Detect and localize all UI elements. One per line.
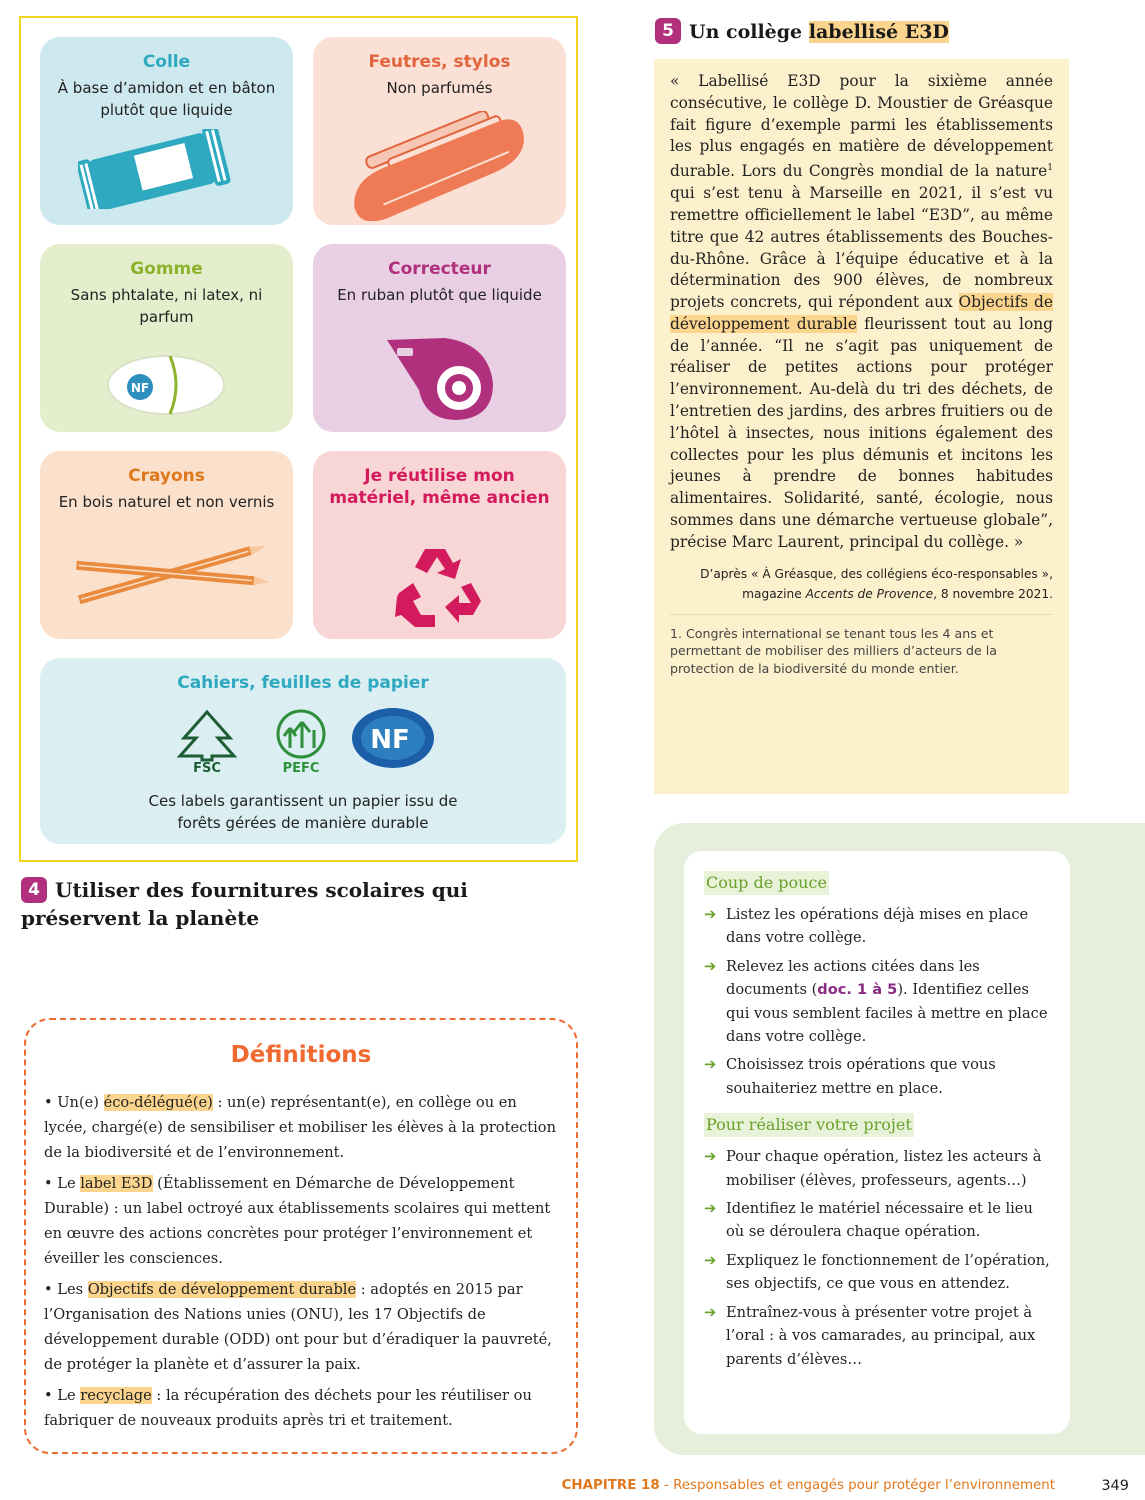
chapter-separator: - [659,1478,674,1493]
fsc-label: FSC [193,761,221,774]
doc5-article-box [654,59,1069,794]
doc4-title-text: Utiliser des fournitures scolaires qui préservent la planète [21,878,468,930]
chapter-title: Responsables et engagés pour protéger l’environnement [673,1478,1055,1493]
nf-environnement-logo-icon [350,706,436,772]
pefc-logo-icon [268,708,334,774]
help-panel [684,851,1070,1434]
arrow-icon: ➔ [704,957,717,975]
card-title: Colle [142,52,191,72]
card-title: Gomme [130,259,203,279]
article-source [670,564,1053,604]
list-item-text: Choisissez trois opérations que vous souhaiteriez mettre en place. [726,1056,996,1097]
card-colle [40,37,293,225]
card-title: Correcteur [388,259,491,279]
coup-de-pouce-heading: Coup de pouce [704,871,829,895]
card-desc: À base d’amidon et en bâton plutôt que liquide [57,79,276,119]
fsc-logo-icon [174,708,240,774]
recycle-icon [391,539,487,629]
definition-item [44,1090,558,1165]
pefc-label: PEFC [282,761,320,774]
arrow-icon: ➔ [704,906,717,923]
doc4-frame [19,16,578,862]
definitions-box [24,1018,578,1454]
definition-prefix: • Un(e) [44,1094,104,1111]
list-item [704,1301,1054,1371]
definition-prefix: • Le [44,1175,81,1192]
chapter-label [562,1474,1055,1498]
arrow-icon: ➔ [704,1303,717,1321]
definition-item [44,1171,558,1271]
list-item [704,1053,1054,1100]
arrow-icon: ➔ [704,1251,717,1269]
doc-number-badge: 4 [21,877,47,903]
card-title: Crayons [128,466,205,486]
arrow-icon: ➔ [704,1056,717,1074]
quote-part: fleurissent tout au long de l’année. “Il ne s’agit pas uniquement de réaliser de petites actions pour protéger l’environnement. Au-delà du tri des déchets, de l’entretien des jardins, des arbres fruitiers ou de l’hôtel à insectes, nous initions également des collectes pour les plus démunis et incitons les jeunes à prendre de bonnes habitudes alimentaires. Solidarité, santé, écologie, nous sommes dans une démarche vertueuse globale”, précise Marc Laurent, principal du collège. » [670,314,1053,551]
article-footnote: 1. Congrès international se tenant tous les 4 ans et permettant de mobiliser des milliers d’acteurs de la protection de la biodiversité du monde entier. [670,614,1053,678]
footnote-mark: 1 [1047,163,1053,174]
list-item [704,955,1054,1049]
doc5-title-plain: Un collège [689,21,809,43]
source-date: , 8 novembre 2021. [933,586,1053,601]
definitions-heading: Définitions [230,1042,372,1068]
article-quote [670,71,1053,554]
projet-list [704,1145,1054,1371]
quote-part: qui s’est tenu à Marseille en 2021, il s’est vu remettre officiellement le label “E3D”, au même titre que 42 autres établissements des Bouches-du-Rhône. Grâce à l’équipe éducative et à la détermination des 900 élèves, de nombreux projets concrets, qui répondent aux [670,184,1053,312]
list-item [704,903,1054,950]
correction-tape-icon [381,328,501,424]
card-feutres [313,37,566,225]
coup-de-pouce-list [704,903,1054,1100]
card-reutilise [313,451,566,639]
list-item-text: Expliquez le fonctionnement de l’opération, ses objectifs, ce que vous en attendez. [726,1251,1050,1293]
doc5-title [655,17,1125,47]
card-desc: Sans phtalate, ni latex, ni parfum [70,286,263,326]
arrow-icon: ➔ [704,1148,717,1166]
eraser-icon [104,352,228,418]
page-number: 349 [1101,1478,1129,1494]
definition-text: (Établissement en Démarche de Développement Durable) : un label octroyé aux établissements scolaires qui mettent en œuvre des actions concrètes pour protéger l’environnement et éveiller les consciences. [44,1175,551,1267]
card-gomme [40,244,293,432]
arrow-icon: ➔ [704,1200,717,1218]
definition-text: : adoptés en 2015 par l’Organisation des Nations unies (ONU), les 17 Objectifs de développement durable (ODD) ont pour but d’éradiquer la pauvreté, de protéger la planète et d’assurer la paix. [44,1281,552,1373]
quote-part: « Labellisé E3D pour la sixième année consécutive, le collège D. Moustier de Gréasque fait figure d’exemple parmi les établissements les plus engagés en matière de développement durable. Lors du Congrès mondial de la nature [670,72,1053,181]
definition-term: label E3D [80,1175,153,1192]
list-item-text: Relevez les actions citées dans les documents ( [726,957,980,999]
doc-number-badge: 5 [655,18,681,44]
source-line: D’après « À Gréasque, des collégiens éco-responsables », [700,566,1053,581]
doc5-title-highlight: labellisé E3D [808,21,949,43]
chapter-number: CHAPITRE 18 [561,1478,660,1493]
card-desc: Non parfumés [386,79,493,97]
list-item-text: Listez les opérations déjà mises en place dans votre collège. [726,906,1029,947]
definition-item [44,1277,558,1377]
definition-item [44,1383,558,1433]
quote-highlight: Objectifs de développement durable [670,293,1054,333]
list-item-text: Identifiez le matériel nécessaire et le lieu où se déroulera chaque opération. [726,1200,1033,1241]
definition-text: : la récupération des déchets pour les réutiliser ou fabriquer de nouveaux produits après tri et traitement. [44,1387,532,1429]
pencils-icon [66,529,276,621]
nf-label: NF [370,725,410,755]
definition-term: Objectifs de développement durable [87,1281,357,1298]
pen-case-icon [335,111,545,221]
list-item [704,1197,1054,1244]
page-footer [0,1474,1145,1498]
list-item [704,1145,1054,1192]
card-cahiers [40,658,566,844]
glue-stick-icon [78,129,248,209]
list-item [704,1249,1054,1296]
card-desc: Ces labels garantissent un papier issu de forêts gérées de manière durable [148,792,458,832]
list-item-text: Pour chaque opération, listez les acteurs à mobiliser (élèves, professeurs, agents…) [726,1148,1042,1189]
card-correcteur [313,244,566,432]
doc-reference: doc. 1 à 5 [817,981,898,999]
card-desc: En bois naturel et non vernis [58,493,275,511]
list-item-text: Entraînez-vous à présenter votre projet à l’oral : à vos camarades, au principal, aux parents d’élèves… [726,1303,1036,1368]
card-title: Feutres, stylos [368,52,511,72]
source-line: magazine [742,586,806,601]
definition-text: : un(e) représentant(e), en collège ou en lycée, chargé(e) de sensibiliser et mobiliser les élèves à la protection de la biodiversité et de l’environnement. [44,1094,556,1161]
definition-term: éco-délégué(e) [103,1094,213,1111]
definition-prefix: • Les [44,1281,88,1298]
svg-text:NF: NF [130,381,150,395]
card-desc: En ruban plutôt que liquide [337,286,542,304]
definition-term: recyclage [80,1387,152,1404]
card-title: Cahiers, feuilles de papier [177,673,429,693]
source-magazine: Accents de Provence [805,586,934,601]
definition-prefix: • Le [44,1387,81,1404]
projet-heading: Pour réaliser votre projet [704,1113,914,1137]
doc4-title [21,876,581,932]
card-crayons [40,451,293,639]
card-title: Je réutilise mon matériel, même ancien [329,466,550,508]
list-item-text: ). Identifiez celles qui vous semblent faciles à mettre en place dans votre collège. [726,981,1048,1046]
